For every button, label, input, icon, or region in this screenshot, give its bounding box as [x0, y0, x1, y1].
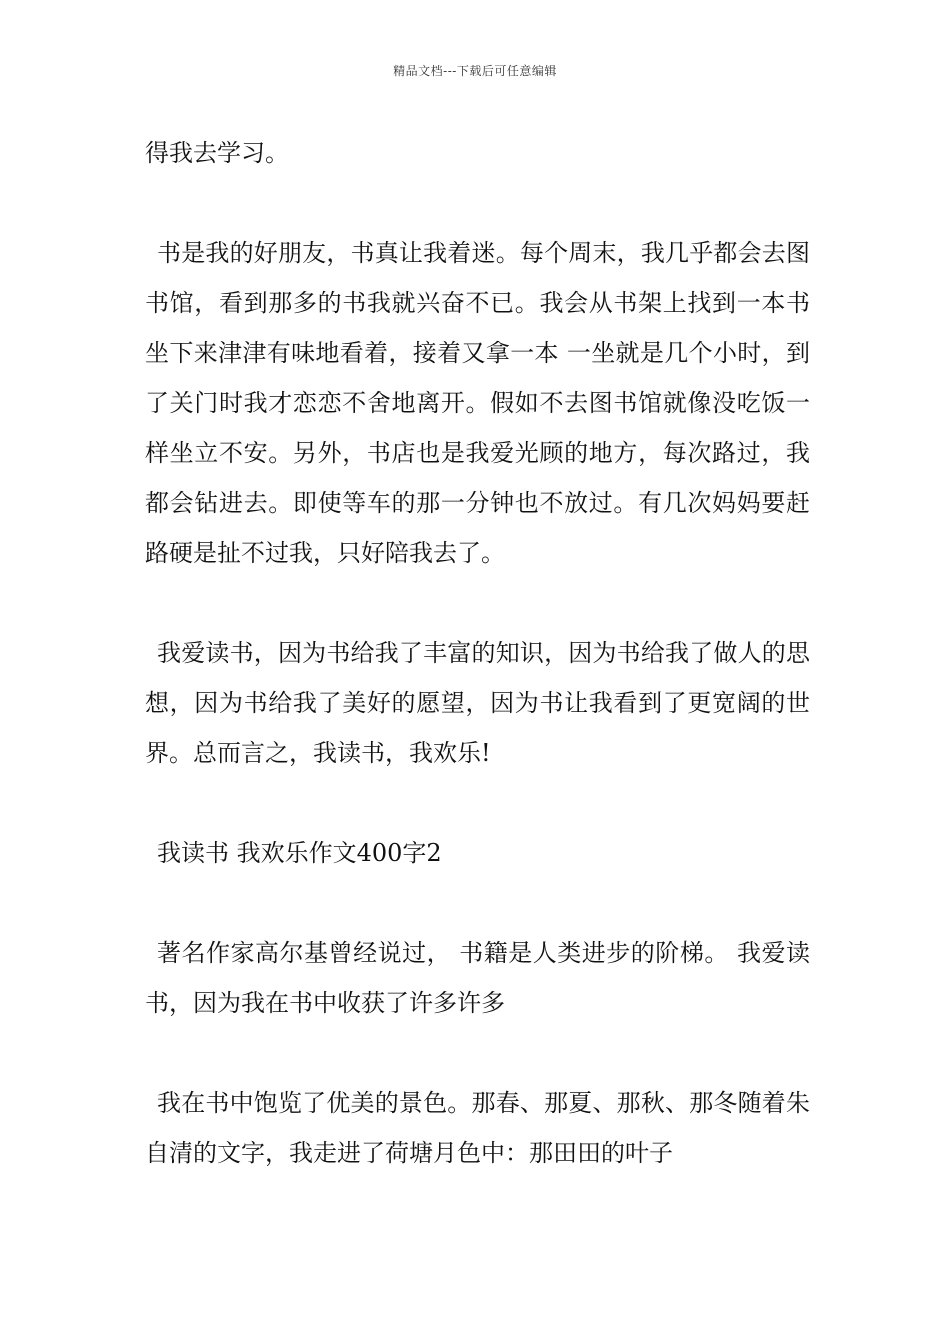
- page-header: 精品文档---下载后可任意编辑: [393, 64, 557, 78]
- paragraph-conclusion: 我爱读书，因为书给我了丰富的知识，因为书给我了做人的思想，因为书给我了美好的愿望，因为书让我看到了更宽阔的世界。总而言之，我读书，我欢乐!: [145, 639, 810, 767]
- paragraph-scenery: 我在书中饱览了优美的景色。那春、那夏、那秋、那冬随着朱自清的文字，我走进了荷塘月色中：那田田的叶子: [145, 1089, 810, 1167]
- document-body: [145, 128, 810, 1228]
- paragraph-library: 书是我的好朋友，书真让我着迷。每个周末，我几乎都会去图书馆，看到那多的书我就兴奋不已。我会从书架上找到一本书坐下来津津有味地看着，接着又拿一本 一坐就是几个小时，到了关门时我才恋恋不舍地离开。假如不去图书馆就像没吃饭一样坐立不安。另外，书店也是我爱光顾的地方，每次路过，我都会钻进去。即使等车的那一分钟也不放过。有几次妈妈要赶路硬是扯不过我，只好陪我去了。: [145, 239, 810, 567]
- essay-title: 我读书 我欢乐作文400字2: [157, 839, 442, 867]
- paragraph-continuation: 得我去学习。: [145, 139, 289, 167]
- paragraph-gorky-quote: 著名作家高尔基曾经说过， 书籍是人类进步的阶梯。 我爱读书，因为我在书中收获了许多许多: [145, 939, 810, 1017]
